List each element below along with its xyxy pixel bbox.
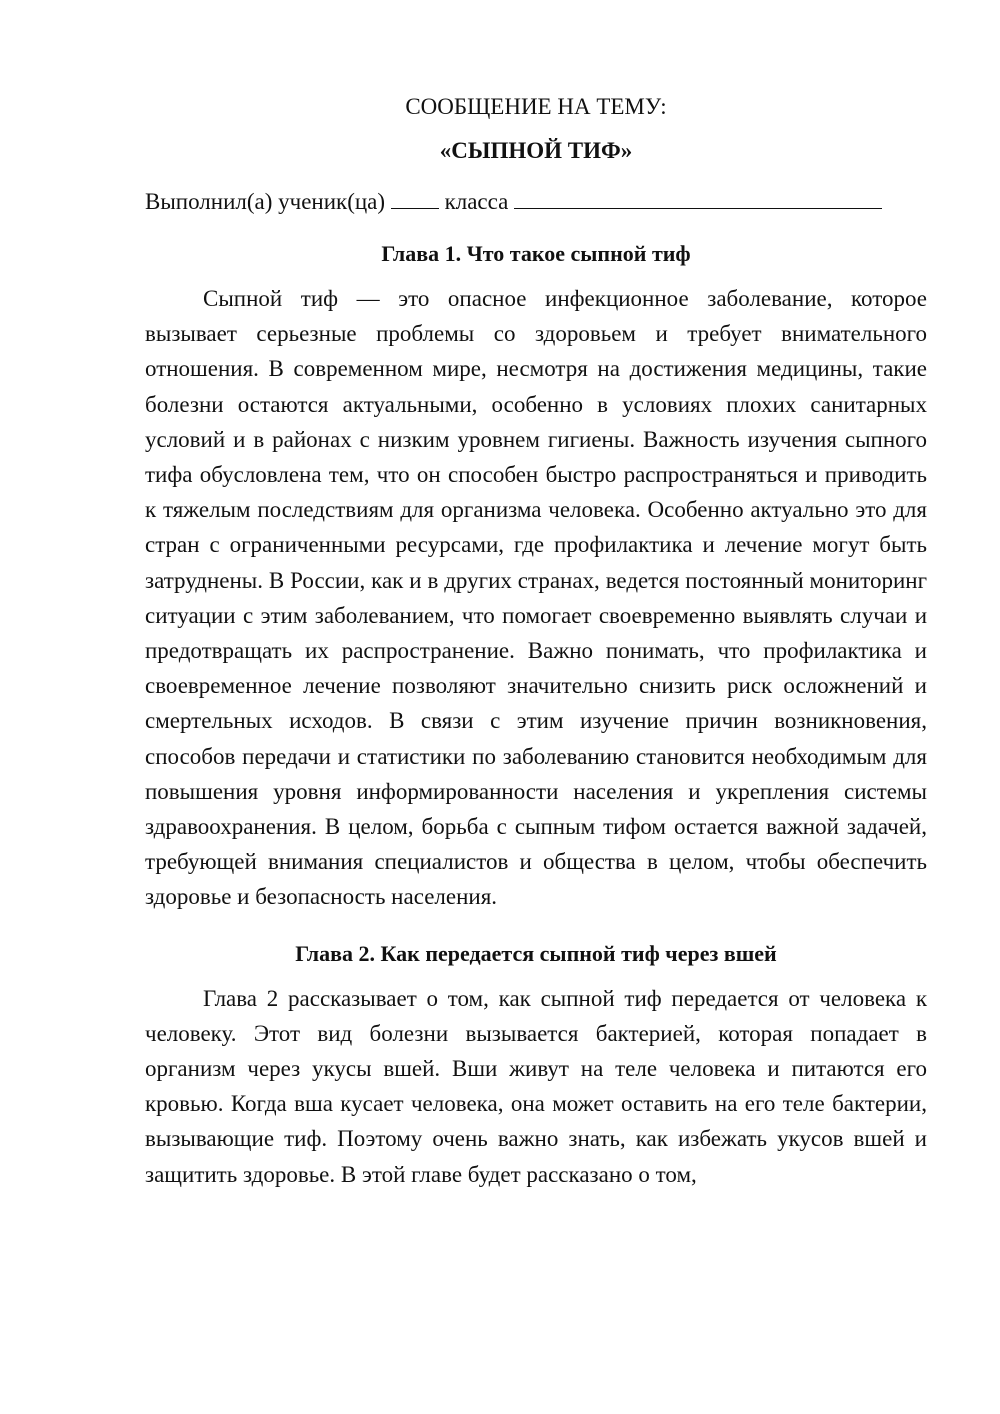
document-header-line: СООБЩЕНИЕ НА ТЕМУ: — [405, 94, 667, 119]
chapter-2-paragraph: Глава 2 рассказывает о том, как сыпной тиф передается от человека к человеку. Этот вид болезни вызывается бактерией, которая попадает в организм через укусы вшей. Вши живут на теле человека и питаются его кровью. Когда вша кусает человека, она может оставить на его теле бактерии, вызывающие тиф. Поэтому очень важно знать, как избежать укусов вшей и защитить здоровье. В этой главе будет рассказано о том, — [145, 985, 927, 1187]
class-number-blank — [391, 186, 439, 209]
author-line — [145, 186, 927, 217]
document-content — [145, 92, 927, 1192]
class-label: класса — [444, 189, 509, 214]
student-name-blank — [514, 186, 882, 209]
chapter-1-paragraph: Сыпной тиф — это опасное инфекционное заболевание, которое вызывает серьезные проблемы со здоровьем и требует внимательного отношения. В современном мире, несмотря на достижения медицины, такие болезни остаются актуальными, особенно в условиях плохих санитарных условий и в районах с низким уровнем гигиены. Важность изучения сыпного тифа обусловлена тем, что он способен быстро распространяться и приводить к тяжелым последствиям для организма человека. Особенно актуально это для стран с ограниченными ресурсами, где профилактика и лечение могут быть затруднены. В России, как и в других странах, ведется постоянный мониторинг ситуации с этим заболеванием, что помогает своевременно выявлять случаи и предотвращать их распространение. Важно понимать, что профилактика и своевременное лечение позволяют значительно снизить риск осложнений и смертельных исходов. В связи с этим изучение причин возникновения, способов передачи и статистики по заболеванию становится необходимым для повышения уровня информированности населения и укрепления системы здравоохранения. В целом, борьба с сыпным тифом остается важной задачей, требующей внимания специалистов и общества в целом, чтобы обеспечить здоровье и безопасность населения. — [145, 286, 927, 910]
chapter-1-heading: Глава 1. Что такое сыпной тиф — [381, 241, 691, 266]
document-title: «СЫПНОЙ ТИФ» — [439, 138, 633, 163]
chapter-2-heading: Глава 2. Как передается сыпной тиф через вшей — [295, 940, 777, 966]
author-prefix: Выполнил(а) ученик(ца) — [145, 189, 386, 214]
